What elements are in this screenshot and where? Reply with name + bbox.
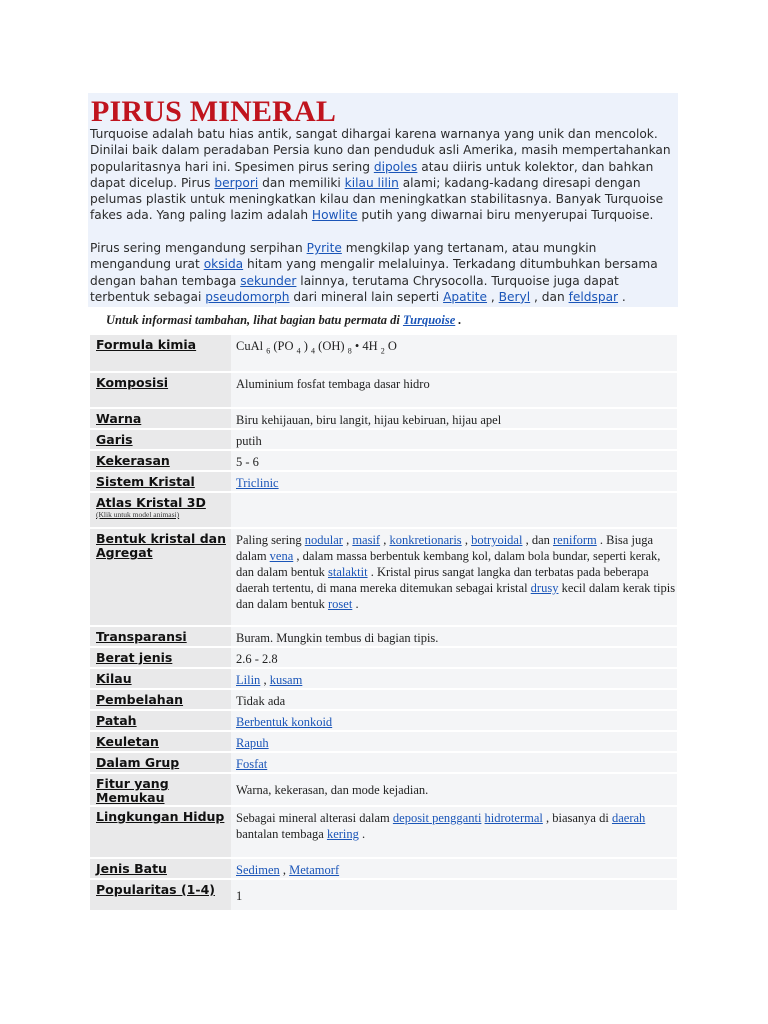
link-kering[interactable]: kering <box>326 827 359 841</box>
link-masif[interactable]: masif <box>352 533 381 547</box>
link-berpori[interactable]: berpori <box>214 175 259 190</box>
subscript: 8 <box>347 346 352 356</box>
property-label-text: Popularitas (1-4) <box>96 882 215 897</box>
property-label[interactable] <box>90 493 231 527</box>
property-value <box>231 711 677 730</box>
property-label-text: Dalam Grup <box>96 755 180 770</box>
property-label[interactable] <box>90 690 231 709</box>
property-label-text: Sistem Kristal <box>96 474 195 489</box>
link-fosfat[interactable]: Fosfat <box>236 757 268 771</box>
link-apatite[interactable]: Apatite <box>443 289 488 304</box>
property-value: Warna, kekerasan, dan mode kejadian. <box>231 774 677 805</box>
link-kusam[interactable]: kusam <box>269 673 303 687</box>
property-row-fitur-yang-memukau <box>90 774 677 805</box>
property-row-popularitas-1-4 <box>90 880 677 910</box>
property-label[interactable] <box>90 409 231 428</box>
property-label[interactable] <box>90 859 231 878</box>
property-value <box>231 493 677 527</box>
link-sekunder[interactable]: sekunder <box>240 273 297 288</box>
link-pseudomorph[interactable]: pseudomorph <box>205 289 290 304</box>
property-value <box>231 472 677 491</box>
intro-section <box>88 93 678 307</box>
property-row-komposisi <box>90 373 677 407</box>
link-metamorf[interactable]: Metamorf <box>289 863 340 877</box>
link-howlite[interactable]: Howlite <box>311 208 358 223</box>
property-label[interactable] <box>90 472 231 491</box>
property-value: 1 <box>231 880 677 910</box>
property-value <box>231 753 677 772</box>
property-row-pembelahan <box>90 690 677 709</box>
property-label-text: Patah <box>96 713 137 728</box>
property-value: Aluminium fosfat tembaga dasar hidro <box>231 373 677 407</box>
property-label-text: Pembelahan <box>96 692 184 707</box>
property-label[interactable] <box>90 627 231 646</box>
link-drusy[interactable]: drusy <box>530 581 559 595</box>
link-reniform[interactable]: reniform <box>553 533 597 547</box>
link-oksida[interactable]: oksida <box>203 257 244 272</box>
property-value: putih <box>231 430 677 449</box>
property-label[interactable] <box>90 774 231 805</box>
property-label-text: Atlas Kristal 3D <box>96 495 206 510</box>
more-info-note: Untuk informasi tambahan, lihat bagian batu permata di Turquoise . <box>106 313 462 327</box>
property-row-bentuk-kristal-dan-agregat <box>90 529 677 625</box>
properties-table-body <box>90 335 677 910</box>
link-pyrite[interactable]: Pyrite <box>306 241 342 255</box>
property-value: Paling sering nodular , masif , konkretionaris , botryoidal , dan reniform . Bisa juga dalam vena , dalam massa berbentuk kembang kol, dalam bola bundar, seperti kerak, dan dalam bentuk stalaktit . Kristal pirus sangat langka dan terbatas pada beberapa daerah tertentu, di mana mereka ditemukan sebagai kristal drusy kecil dalam kerak tipis dan dalam bentuk roset . <box>231 529 677 625</box>
page-title: PIRUS MINERAL <box>91 95 337 128</box>
property-label[interactable] <box>90 807 231 857</box>
subscript: 2 <box>380 346 385 356</box>
property-value: Buram. Mungkin tembus di bagian tipis. <box>231 627 677 646</box>
property-label-text: Kekerasan <box>96 453 170 468</box>
subscript: 4 <box>296 346 301 356</box>
property-label[interactable] <box>90 373 231 407</box>
link-deposit-pengganti[interactable]: deposit pengganti <box>392 811 482 825</box>
property-row-atlas-kristal-3d <box>90 493 677 527</box>
intro-paragraph-1: Turquoise adalah batu hias antik, sangat dihargai karena warnanya yang unik dan mencolok. Dinilai baik dalam peradaban Persia kuno dan penduduk asli Amerika, masih mempertahankan popularitasnya hari ini. Spesimen pirus sering dipoles atau diiris untuk kolektor, dan bahkan dapat dicelup. Pirus berpori dan memiliki kilau lilin alami; kadang-kadang diresapi dengan pelumas plastik untuk meningkatkan kilau dan meningkatkan stabilitasnya. Banyak Turquoise fakes ada. Yang paling lazim adalah Howlite putih yang diwarnai biru menyerupai Turquoise. <box>90 127 671 223</box>
link-feldspar[interactable]: feldspar <box>568 289 619 304</box>
link-beryl[interactable]: Beryl <box>498 289 531 304</box>
property-label-text: Lingkungan Hidup <box>96 809 225 824</box>
link-triclinic[interactable]: Triclinic <box>236 476 279 490</box>
link-stalaktit[interactable]: stalaktit <box>328 565 368 579</box>
property-label-text: Fitur yang Memukau <box>96 776 169 805</box>
property-label[interactable] <box>90 732 231 751</box>
subscript: 4 <box>311 346 316 356</box>
property-row-kekerasan <box>90 451 677 470</box>
property-row-berat-jenis <box>90 648 677 667</box>
property-label[interactable] <box>90 711 231 730</box>
property-row-lingkungan-hidup <box>90 807 677 857</box>
intro-paragraph-2: Pirus sering mengandung serpihan Pyrite mengkilap yang tertanam, atau mungkin mengandung urat oksida hitam yang mengalir melaluinya. Terkadang ditumbuhkan bersama dengan bahan tembaga sekunder lainnya, terutama Chrysocolla. Turquoise juga dapat terbentuk sebagai pseudomorph dari mineral lain seperti Apatite , Beryl , dan feldspar . <box>90 241 658 304</box>
property-label-text: Komposisi <box>96 375 169 390</box>
property-label-text: Bentuk kristal dan Agregat <box>96 531 226 560</box>
property-value: Sedimen , Metamorf <box>231 859 677 878</box>
property-row-sistem-kristal <box>90 472 677 491</box>
link-vena[interactable]: vena <box>269 549 294 563</box>
link-nodular[interactable]: nodular <box>304 533 343 547</box>
link-lilin[interactable]: Lilin <box>236 673 261 687</box>
property-row-transparansi <box>90 627 677 646</box>
link-daerah[interactable]: daerah <box>611 811 646 825</box>
link-kilau-lilin[interactable]: kilau lilin <box>344 175 399 190</box>
property-label[interactable] <box>90 529 231 625</box>
property-row-keuletan <box>90 732 677 751</box>
property-value <box>231 732 677 751</box>
property-value: Tidak ada <box>231 690 677 709</box>
property-label[interactable] <box>90 648 231 667</box>
property-label-text: Formula kimia <box>96 337 197 352</box>
property-label-text: Jenis Batu <box>96 861 167 876</box>
properties-table <box>90 333 677 912</box>
property-label[interactable] <box>90 451 231 470</box>
property-value: 2.6 - 2.8 <box>231 648 677 667</box>
property-row-formula-kimia <box>90 335 677 371</box>
subscript: 6 <box>266 346 271 356</box>
property-row-warna <box>90 409 677 428</box>
property-label[interactable] <box>90 335 231 371</box>
property-label[interactable] <box>90 753 231 772</box>
property-label[interactable] <box>90 669 231 688</box>
property-label-text: Warna <box>96 411 142 426</box>
property-row-patah <box>90 711 677 730</box>
property-row-dalam-grup <box>90 753 677 772</box>
property-value: Biru kehijauan, biru langit, hijau kebiruan, hijau apel <box>231 409 677 428</box>
property-label-text: Berat jenis <box>96 650 173 665</box>
property-row-jenis-batu <box>90 859 677 878</box>
link-roset[interactable]: roset <box>328 597 353 611</box>
link-sedimen[interactable]: Sedimen <box>236 863 280 877</box>
property-value: 5 - 6 <box>231 451 677 470</box>
link-rapuh[interactable]: Rapuh <box>236 736 269 750</box>
link-turquoise[interactable]: Turquoise <box>402 313 456 327</box>
property-label-text: Keuletan <box>96 734 159 749</box>
property-label-text: Kilau <box>96 671 132 686</box>
property-label-text: Garis <box>96 432 133 447</box>
property-value: Lilin , kusam <box>231 669 677 688</box>
property-row-garis <box>90 430 677 449</box>
link-konkretionaris[interactable]: konkretionaris <box>389 533 462 547</box>
link-berbentuk-konkoid[interactable]: Berbentuk konkoid <box>236 715 333 729</box>
property-row-kilau <box>90 669 677 688</box>
property-sublabel: (Klik untuk model animasi) <box>96 510 180 519</box>
link-dipoles[interactable]: dipoles <box>373 159 418 174</box>
link-hidrotermal[interactable]: hidrotermal <box>484 811 543 825</box>
property-value: Sebagai mineral alterasi dalam deposit pengganti hidrotermal , biasanya di daerah bantalan tembaga kering . <box>231 807 677 857</box>
property-label-text: Transparansi <box>96 629 187 644</box>
property-value: CuAl $_6$ (PO $_4$ ) $_4$ (OH) $_8$ • 4H $_2$ O <box>231 335 677 371</box>
property-label[interactable] <box>90 430 231 449</box>
link-botryoidal[interactable]: botryoidal <box>471 533 523 547</box>
property-label[interactable] <box>90 880 231 910</box>
